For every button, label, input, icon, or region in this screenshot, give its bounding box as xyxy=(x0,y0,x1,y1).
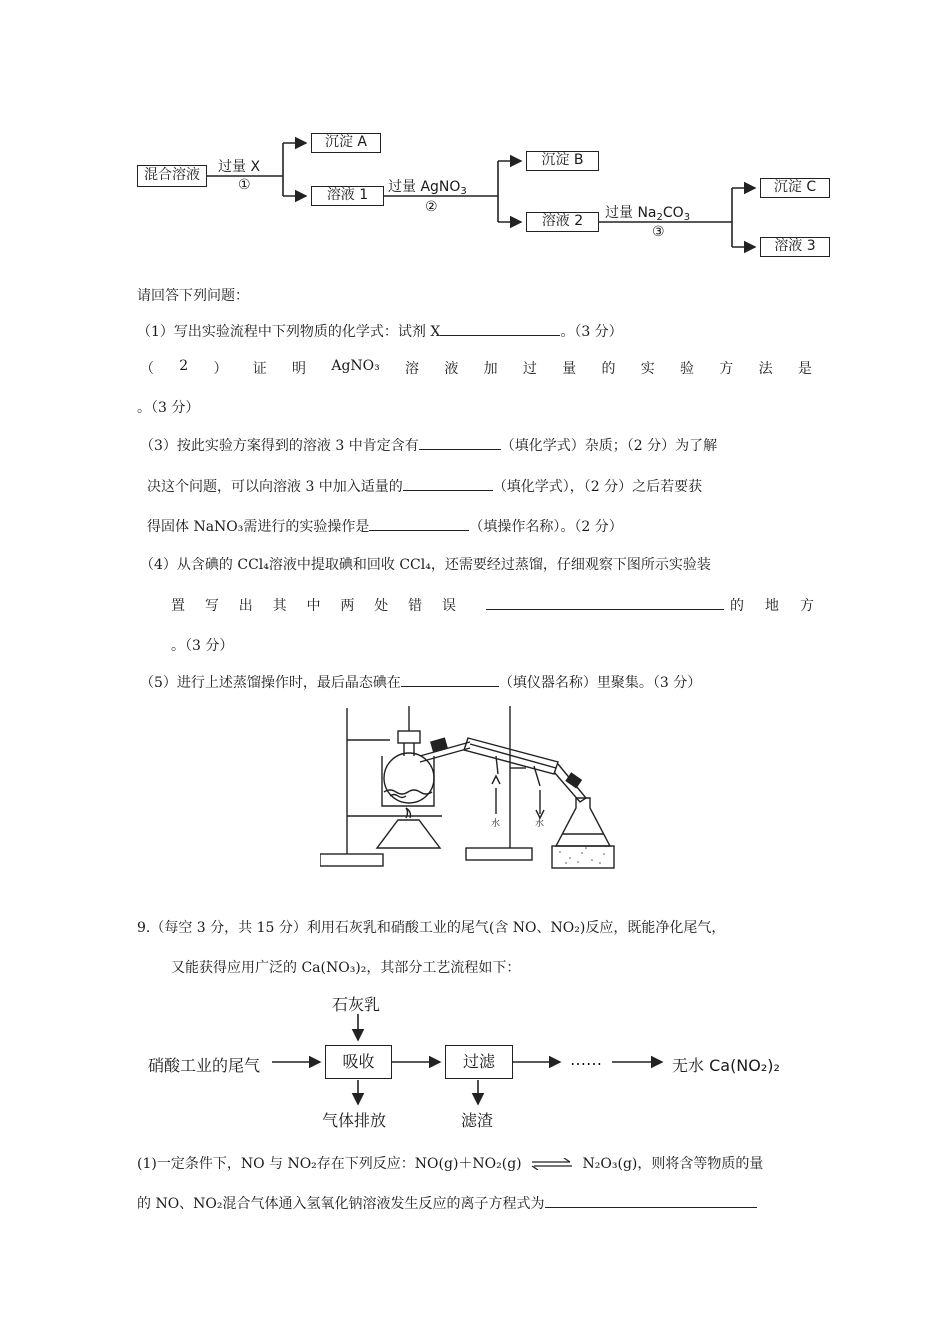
questions-intro: 请回答下列问题： xyxy=(137,288,249,304)
question-9-line2: 又能获得应用广泛的 Ca(NO₃)₂，其部分工艺流程如下： xyxy=(171,960,521,976)
question-8-4-line3: 。（3 分） xyxy=(171,638,234,654)
step3-number: ③ xyxy=(652,224,665,240)
answer-blank-instrument[interactable] xyxy=(401,672,499,687)
middle-stand-base xyxy=(466,848,532,860)
water-label-1: 水 xyxy=(491,819,501,829)
answer-blank-impurity[interactable] xyxy=(419,435,501,450)
equilibrium-arrow-icon xyxy=(530,1158,574,1170)
answer-blank-errors[interactable] xyxy=(486,595,724,610)
answer-blank-reagent-x[interactable] xyxy=(440,321,560,336)
precipitate-b-box: 沉淀 B xyxy=(526,151,599,171)
water-bath xyxy=(382,756,434,806)
left-stand-base xyxy=(320,854,383,866)
step3-label: 过量 $Na_2CO_3$ xyxy=(605,205,691,223)
precipitate-a-box: 沉淀 A xyxy=(311,133,381,153)
step1-number: ① xyxy=(238,177,251,193)
product-label: 无水 Ca(NO₂)₂ xyxy=(672,1056,780,1075)
water-label-2: 水 xyxy=(535,819,545,829)
solution-2-box: 溶液 2 xyxy=(526,212,599,232)
flask-stopper xyxy=(398,731,420,743)
step2-label: 过量 AgNO$_3$ xyxy=(388,179,467,197)
answer-blank-ionic-equation[interactable] xyxy=(545,1193,757,1208)
question-8-4-line2: 置 写 出 其 中 两 处 错 误 的 地 方 xyxy=(171,595,814,615)
burner xyxy=(377,820,440,848)
wooden-block xyxy=(552,846,614,868)
question-8-2-line1: （ 2 ） 证 明 AgNO₃ 溶 液 加 过 量 的 实 验 方 法 是 xyxy=(140,358,812,377)
question-9-1-line1: (1)一定条件下，NO 与 NO₂存在下列反应：NO(g)＋NO₂(g) N₂O₃(g)，则将含等物质的量 xyxy=(137,1156,764,1172)
question-8-2-line2: 。（3 分） xyxy=(137,400,200,416)
question-9-1-line2: 的 NO、NO₂混合气体通入氢氧化钠溶液发生反应的离子方程式为 xyxy=(137,1193,757,1213)
gas-release-label: 气体排放 xyxy=(322,1111,387,1130)
precipitate-c-box: 沉淀 C xyxy=(760,178,830,198)
solution-1-box: 溶液 1 xyxy=(311,186,384,206)
filter-box: 过滤 xyxy=(445,1045,513,1079)
question-8-3-line3: 得固体 NaNO₃需进行的实验操作是 （填操作名称）。（2 分） xyxy=(147,516,623,536)
question-8-1: （1）写出实验流程中下列物质的化学式：试剂 X 。（3 分） xyxy=(137,321,623,341)
question-8-3-line2: 决这个问题，可以向溶液 3 中加入适量的 （填化学式），（2 分）之后若要获 xyxy=(147,476,702,496)
question-8-3-line1: （3）按此实验方案得到的溶液 3 中肯定含有 （填化学式）杂质；（2 分）为了解 xyxy=(140,435,717,455)
step2-number: ② xyxy=(425,199,438,215)
mixed-solution-box: 混合溶液 xyxy=(137,165,207,187)
tail-gas-label: 硝酸工业的尾气 xyxy=(148,1056,261,1075)
flowchart-arrows xyxy=(0,0,950,270)
question-8-5: （5）进行上述蒸馏操作时，最后晶态碘在 （填仪器名称）里聚集。（3 分） xyxy=(140,672,701,692)
step1-label: 过量 X xyxy=(218,159,261,175)
lime-milk-label: 石灰乳 xyxy=(332,995,381,1014)
solution-3-box: 溶液 3 xyxy=(760,237,830,257)
residue-label: 滤渣 xyxy=(461,1111,494,1130)
question-9-line1: 9.（每空 3 分，共 15 分）利用石灰乳和硝酸工业的尾气(含 NO、NO₂)反应，既能净化尾气， xyxy=(137,920,726,936)
distillation-apparatus-diagram xyxy=(320,698,630,878)
answer-blank-reagent-add[interactable] xyxy=(403,476,493,491)
ellipsis-label: …… xyxy=(570,1050,602,1069)
question-8-4-line1: （4）从含碘的 CCl₄溶液中提取碘和回收 CCl₄，还需要经过蒸馏，仔细观察下图所示实验装 xyxy=(140,557,711,573)
receiving-flask xyxy=(556,798,610,846)
answer-blank-operation[interactable] xyxy=(369,516,469,531)
absorb-box: 吸收 xyxy=(325,1045,392,1079)
